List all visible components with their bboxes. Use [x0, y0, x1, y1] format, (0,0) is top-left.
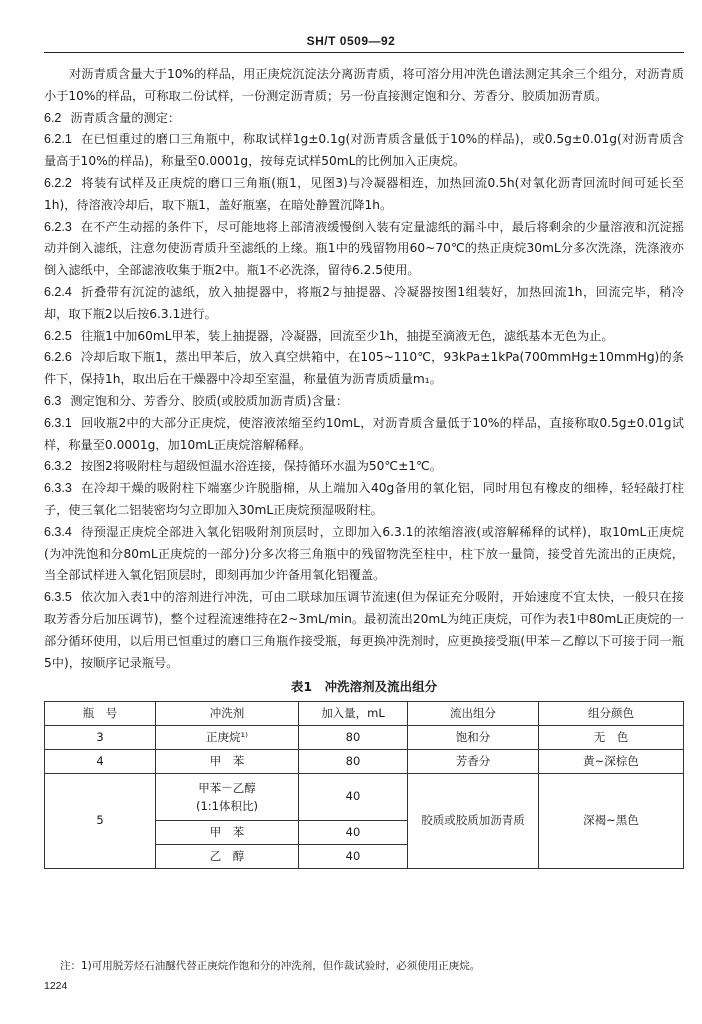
section-6-2-5 [44, 326, 684, 348]
section-6-3-4 [44, 522, 684, 587]
cell-fraction: 胶质或胶质加沥青质 [408, 774, 539, 869]
section-number: 6.2.4 [44, 284, 72, 299]
section-text: 依次加入表1中的溶剂进行冲洗，可由二联球加压调节流速(但为保证充分吸附，开始速度不宜太快，一般只在接取芳香分后加压调节)，整个过程流速维持在2~3mL/min。最初流出20mL为纯正庚烷，可作为表1中80mL正庚烷的一部分循环使用，以后用已恒重过的磨口三角瓶作接受瓶，每更换冲洗剂时，应更换接受瓶(甲苯－乙醇以下可接于同一瓶5中)，按顺序记录瓶号。 [44, 590, 684, 670]
cell-bottle: 4 [45, 750, 156, 774]
section-number: 6.3 [44, 393, 62, 408]
section-text: 在不产生动摇的条件下，尽可能地将上部清液缓慢倒入装有定量滤纸的漏斗中，最后将剩余的少量溶液和沉淀摇动并倒入滤纸，注意勿使沥青质升至滤纸的上缘。瓶1中的残留物用60~70℃的热正庚烷30mL分多次洗涤，洗涤液亦倒入滤纸中，全部滤液收集于瓶2中。瓶1不必洗涤，留待6.2.5使用。 [44, 219, 684, 278]
cell-amount: 40 [299, 845, 408, 869]
cell-amount: 80 [299, 726, 408, 750]
cell-solvent: 甲 苯 [156, 750, 299, 774]
section-text: 沥青质含量的测定： [70, 110, 181, 125]
cell-bottle: 3 [45, 726, 156, 750]
section-6-3-5 [44, 587, 684, 674]
standard-code-header: SH/T 0509—92 [306, 34, 396, 48]
header-bottle: 瓶 号 [45, 702, 156, 726]
section-6-3-1 [44, 413, 684, 457]
table-row [45, 726, 684, 750]
section-text: 将装有试样及正庚烷的磨口三角瓶(瓶1，见图3)与冷凝器相连，加热回流0.5h(对氧化沥青回流时间可延长至1h)，待溶液冷却后，取下瓶1，盖好瓶塞，在暗处静置沉降1h。 [44, 175, 684, 212]
section-text: 往瓶1中加60mL甲苯，装上抽提器，冷凝器，回流至少1h，抽提至滴液无色，滤纸基本无色为止。 [80, 328, 614, 343]
section-6-2-1 [44, 129, 684, 173]
section-number: 6.2.3 [44, 219, 72, 234]
header-color: 组分颜色 [539, 702, 684, 726]
section-6-2 [44, 108, 684, 130]
solvent-ratio: (1:1体积比) [196, 799, 258, 814]
cell-solvent: 甲 苯 [156, 821, 299, 845]
section-text: 测定饱和分、芳香分、胶质(或胶质加沥青质)含量： [70, 393, 349, 408]
cell-color: 深褐~黑色 [539, 774, 684, 869]
section-number: 6.3.4 [44, 524, 72, 539]
cell-solvent [156, 774, 299, 821]
section-text: 回收瓶2中的大部分正庚烷，使溶液浓缩至约10mL，对沥青质含量低于10%的样品，直接称取0.5g±0.01g试样，称量至0.0001g，加10mL正庚烷溶解稀释。 [44, 415, 684, 452]
section-text: 按图2将吸附柱与超级恒温水浴连接，保持循环水温为50℃±1℃。 [80, 459, 442, 474]
section-6-3 [44, 391, 684, 413]
header-solvent: 冲洗剂 [156, 702, 299, 726]
cell-amount: 80 [299, 750, 408, 774]
cell-bottle: 5 [45, 774, 156, 869]
section-number: 6.2.6 [44, 350, 72, 365]
header-rule [44, 52, 684, 53]
section-text: 在已恒重过的磨口三角瓶中，称取试样1g±0.1g(对沥青质含量低于10%的样品)，或0.5g±0.01g(对沥青质含量高于10%的样品)，称量至0.0001g，按每克试样50mL的比例加入正庚烷。 [44, 132, 684, 169]
cell-fraction: 芳香分 [408, 750, 539, 774]
page-number: 1224 [44, 980, 68, 992]
cell-fraction: 饱和分 [408, 726, 539, 750]
cell-solvent: 乙 醇 [156, 845, 299, 869]
section-number: 6.3.5 [44, 590, 72, 605]
section-text: 冷却后取下瓶1，蒸出甲苯后，放入真空烘箱中，在105~110℃，93kPa±1kPa(700mmHg±10mmHg)的条件下，保持1h，取出后在干燥器中冷却至室温，称量值为沥青质质量m₁。 [44, 350, 684, 387]
solvent-table [44, 701, 684, 869]
cell-amount: 40 [299, 774, 408, 821]
section-6-2-2 [44, 173, 684, 217]
section-number: 6.2.1 [44, 132, 72, 147]
section-6-3-3 [44, 478, 684, 522]
cell-solvent: 正庚烷¹⁾ [156, 726, 299, 750]
document-body [44, 64, 684, 869]
section-number: 6.3.1 [44, 415, 72, 430]
cell-color: 无 色 [539, 726, 684, 750]
cell-color: 黄~深棕色 [539, 750, 684, 774]
section-6-2-6 [44, 347, 684, 391]
table-header-row [45, 702, 684, 726]
section-number: 6.3.2 [44, 459, 72, 474]
table-caption: 表1 冲洗溶剂及流出组分 [290, 679, 438, 695]
solvent-name: 甲苯－乙醇 [198, 781, 256, 796]
table-footnote: 注：1)可用脱芳烃石油醚代替正庚烷作饱和分的冲洗剂，但作裁试验时，必须使用正庚烷。 [60, 960, 481, 972]
header-amount: 加入量，mL [299, 702, 408, 726]
cell-amount: 40 [299, 821, 408, 845]
section-number: 6.3.3 [44, 481, 72, 496]
section-text: 在冷却干燥的吸附柱下端塞少许脱脂棉，从上端加入40g备用的氧化铝，同时用包有橡皮的细棒，轻轻敲打柱子，使三氧化二铝装密均匀立即加入30mL正庚烷预湿吸附柱。 [44, 481, 684, 517]
section-6-2-3 [44, 217, 684, 282]
section-number: 6.2.2 [44, 175, 72, 190]
table-row [45, 750, 684, 774]
paragraph-intro: 对沥青质含量大于10%的样品，用正庚烷沉淀法分离沥青质，将可溶分用冲洗色谱法测定其余三个组分，对沥青质小于10%的样品，可称取二份试样，一份测定沥青质；另一份直接测定饱和分、芳香分、胶质加沥青质。 [44, 67, 684, 103]
table-row [45, 774, 684, 821]
section-6-2-4 [44, 282, 684, 326]
header-fraction: 流出组分 [408, 702, 539, 726]
section-text: 折叠带有沉淀的滤纸，放入抽提器中，将瓶2与抽提器、冷凝器按图1组装好，加热回流1h，回流完毕，稍冷却，取下瓶2以后按6.3.1进行。 [44, 284, 684, 321]
section-6-3-2 [44, 456, 684, 478]
section-number: 6.2.5 [44, 328, 72, 343]
section-number: 6.2 [44, 110, 62, 125]
section-text: 待预湿正庚烷全部进入氧化铝吸附剂顶层时，立即加入6.3.1的浓缩溶液(或溶解稀释的试样)，取10mL正庚烷(为冲洗饱和分80mL正庚烷的一部分)分多次将三角瓶中的残留物洗至柱中，柱下放一量筒，接受首先流出的正庚烷，当全部试样进入氧化铝顶层时，即刻再加少许备用氧化铝覆盖。 [44, 524, 684, 583]
